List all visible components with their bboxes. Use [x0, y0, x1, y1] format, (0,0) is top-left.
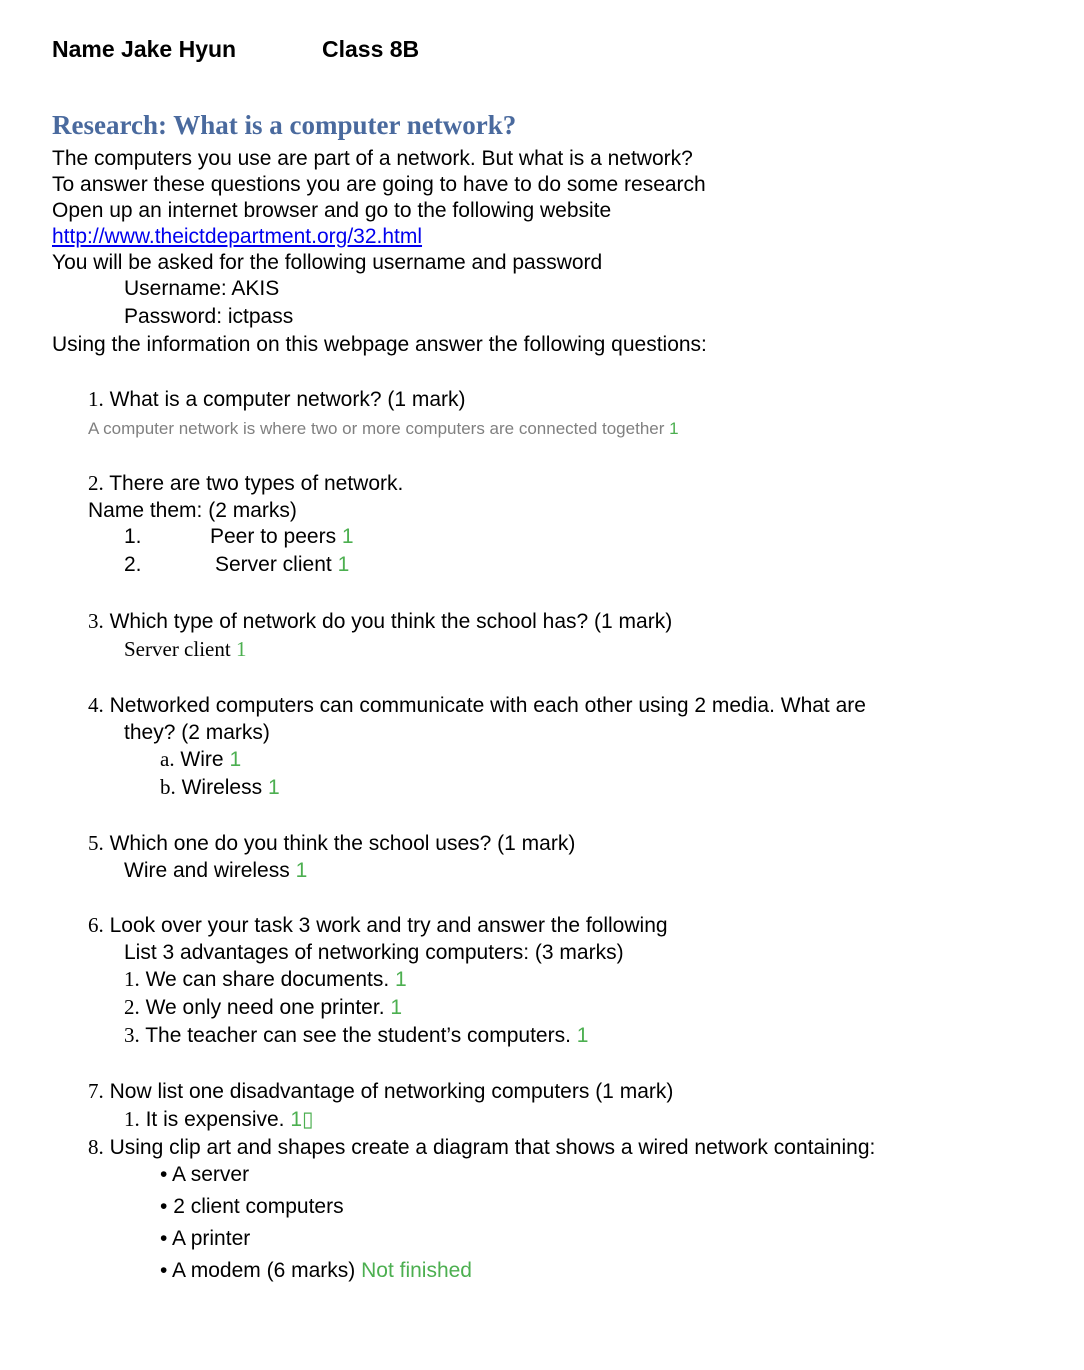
question-8: [88, 1134, 875, 1161]
page-title: Research: What is a computer network?: [52, 110, 517, 140]
mark: 1: [337, 553, 350, 576]
status-note: Not finished: [361, 1259, 472, 1282]
question-4-line2: they? (2 marks): [124, 721, 270, 744]
mark: 1: [669, 419, 679, 438]
question-number: 1.: [88, 387, 104, 411]
question-text: Using clip art and shapes create a diagram that shows a wired network containing:: [109, 1136, 876, 1159]
question-text: Networked computers can communicate with each other using 2 media. What are: [109, 694, 866, 717]
question-1: [88, 386, 466, 413]
question-number: 5.: [88, 831, 104, 855]
bullet-item: • A modem (6 marks) Not finished: [160, 1259, 472, 1282]
answer-text: We can share documents.: [145, 968, 390, 991]
bullet-text: 2 client computers: [173, 1195, 344, 1218]
question-number: 7.: [88, 1079, 104, 1103]
question-4: [88, 692, 866, 719]
question-6-line2: List 3 advantages of networking computers: (3 marks): [124, 941, 624, 964]
mark: 1: [390, 996, 403, 1019]
intro-line: To answer these questions you are going to have to do some research: [52, 173, 706, 196]
answer-2-2: [215, 552, 349, 578]
intro-line: Open up an internet browser and go to the following website: [52, 199, 612, 222]
bullet-text: A modem (6 marks): [172, 1259, 356, 1282]
answer-text: The teacher can see the student’s computers.: [145, 1024, 571, 1047]
question-text: What is a computer network? (1 mark): [109, 388, 466, 411]
password: Password: ictpass: [124, 305, 294, 328]
question-number: 3.: [88, 609, 104, 633]
question-3: [88, 608, 672, 635]
question-text: Which type of network do you think the school has? (1 mark): [109, 610, 673, 633]
answer-num: a.: [160, 747, 175, 771]
question-text: There are two types of network.: [109, 472, 404, 495]
website-link[interactable]: http://www.theictdepartment.org/32.html: [52, 225, 423, 248]
answer-6-1: [124, 966, 407, 993]
class-value: 8B: [389, 36, 420, 62]
question-2-line2: Name them: (2 marks): [88, 499, 297, 522]
answer-text: It is expensive.: [145, 1108, 285, 1131]
mark: 1▯: [290, 1108, 314, 1131]
answer-text: Wireless: [181, 776, 263, 799]
question-text: Look over your task 3 work and try and answer the following: [109, 914, 668, 937]
question-7: [88, 1078, 673, 1105]
question-2: [88, 470, 403, 497]
question-text: Which one do you think the school uses? (1 mark): [109, 832, 576, 855]
mark: 1: [576, 1024, 589, 1047]
name-label: Name: [52, 36, 115, 62]
question-number: 4.: [88, 693, 104, 717]
answer-6-2: [124, 994, 402, 1021]
answer-text: Server client: [215, 553, 332, 576]
name-value: Jake Hyun: [121, 36, 237, 62]
mark: 1: [341, 525, 354, 548]
instructions: Using the information on this webpage answer the following questions:: [52, 333, 707, 356]
bullet-text: A server: [172, 1163, 250, 1186]
question-number: 6.: [88, 913, 104, 937]
answer-num: 1.: [124, 1107, 140, 1131]
bullet-item: • A printer: [160, 1227, 251, 1250]
answer-text: Server client: [124, 637, 231, 661]
answer-text: Peer to peers: [210, 525, 337, 548]
question-5: [88, 830, 575, 857]
question-6: [88, 912, 668, 939]
answer-6-3: [124, 1022, 588, 1049]
answer-text: Wire and wireless: [124, 859, 290, 882]
intro-line: The computers you use are part of a network. But what is a network?: [52, 147, 693, 170]
answer-4-a: [160, 746, 241, 773]
bullet-text: A printer: [172, 1227, 251, 1250]
answer-4-b: [160, 774, 280, 801]
username: Username: AKIS: [124, 277, 280, 300]
answer-5: [124, 858, 307, 884]
answer-num: 2.: [124, 995, 140, 1019]
student-class: [322, 36, 419, 62]
class-label: Class: [322, 36, 384, 62]
answer-text: Wire: [180, 748, 224, 771]
question-text: Now list one disadvantage of networking computers (1 mark): [109, 1080, 674, 1103]
answer-7-1: [124, 1106, 314, 1133]
answer-2-1: [210, 524, 354, 550]
answer-num: 2.: [124, 553, 142, 576]
answer-num: b.: [160, 775, 176, 799]
question-number: 2.: [88, 471, 104, 495]
mark: 1: [295, 859, 308, 882]
student-name: [52, 36, 236, 62]
bullet-item: • A server: [160, 1163, 250, 1186]
mark: 1: [229, 748, 242, 771]
login-intro: You will be asked for the following username and password: [52, 251, 603, 274]
answer-num: 3.: [124, 1023, 140, 1047]
mark: 1: [395, 968, 407, 991]
answer-num: 1.: [124, 967, 140, 991]
question-number: 8.: [88, 1135, 104, 1159]
mark: 1: [267, 776, 280, 799]
answer-3: [124, 636, 246, 662]
mark: 1: [235, 637, 247, 661]
bullet-item: • 2 client computers: [160, 1195, 344, 1218]
answer-1: [88, 416, 679, 442]
answer-text: We only need one printer.: [145, 996, 385, 1019]
answer-num: 1.: [124, 525, 142, 548]
answer-text: A computer network is where two or more computers are connected together: [88, 419, 665, 438]
